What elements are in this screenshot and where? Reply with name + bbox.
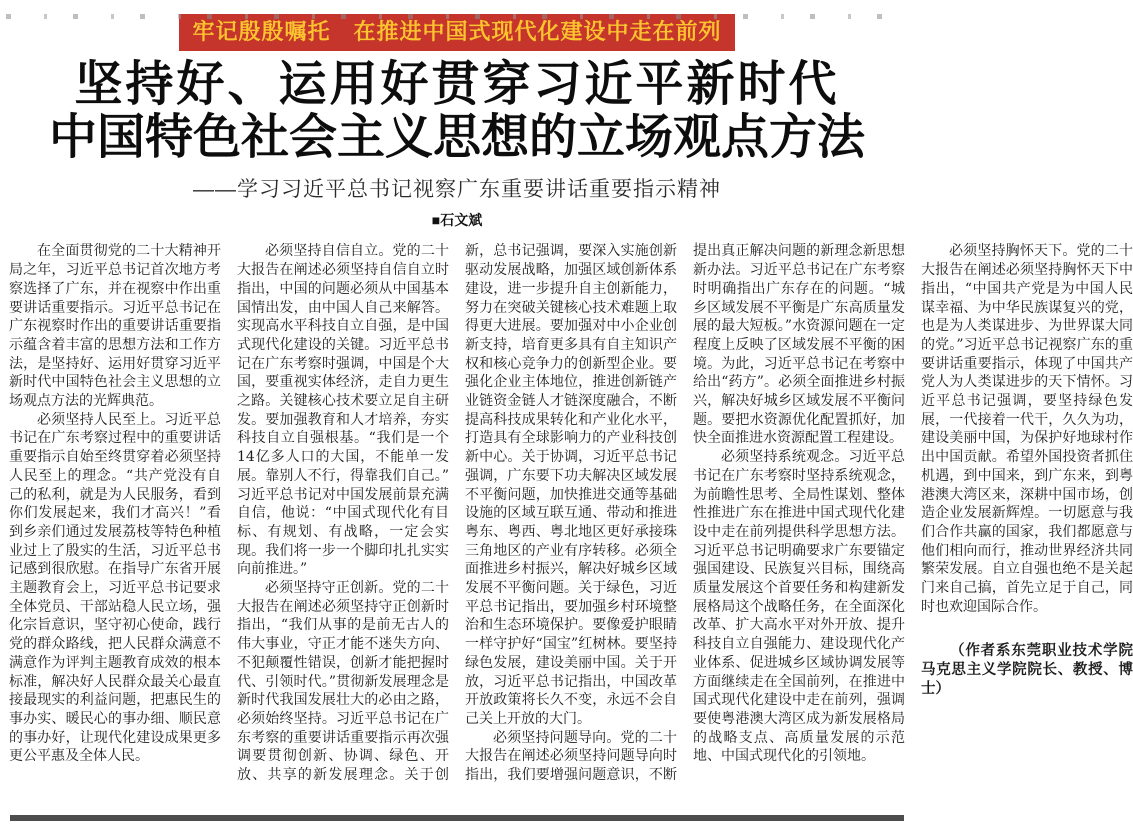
- paragraph: 在全面贯彻党的二十大精神开局之年，习近平总书记首次地方考察选择了广东，并在视察中作出重要讲话重要指示。习近平总书记在广东视察时作出的重要讲话重要指示蕴含着丰富的思想方法和工作方法，是坚持好、运用好贯穿习近平新时代中国特色社会主义思想的立场观点方法的光辉典范。: [9, 243, 221, 410]
- paragraph: 必须坚持胸怀天下。党的二十大报告在阐述必须坚持胸怀天下中指出，“中国共产党是为中国人民谋幸福、为中华民族谋复兴的党，也是为人类谋进步、为世界谋大同的党。”习近平总书记视察广东的重要讲话重要指示，体现了中国共产党人为人类谋进步的天下情怀。习近平总书记强调，要坚持绿色发展，一代接着一代干，久久为功，建设美丽中国，为保护好地球村作出中国贡献。希望外国投资者抓住机遇，到中国来，到广东来，到粤港澳大湾区来，深耕中国市场，创造企业发展新辉煌。一切愿意与我们合作共赢的国家，我们都愿意与他们相向而行，推动世界经济共同繁荣发展。自立自强也绝不是关起门来自己搞，首先立足于自己，同时也欢迎国际合作。: [921, 243, 1133, 615]
- headline: [0, 58, 914, 164]
- article-body: [9, 242, 1133, 802]
- subtitle: ——学习习近平总书记视察广东重要讲话重要指示精神: [193, 178, 721, 202]
- kicker-banner: [179, 14, 734, 51]
- bottom-divider: [10, 815, 904, 821]
- paragraph: 必须坚持系统观念。习近平总书记在广东考察时坚持系统观念，为前瞻性思考、全局性谋划、整体性推进广东在推进中国式现代化建设中走在前列提供科学思想方法。习近平总书记明确要求广东要锚定强国建设、民族复兴目标，围绕高质量发展这个首要任务和构建新发展格局这个战略任务，在全面深化改革、扩大高水平对外开放、提升科技自立自强能力、建设现代化产业体系、促进城乡区域协调发展等方面继续走在全国前列，在推进中国式现代化建设中走在前列，强调要使粤港澳大湾区成为新发展格局的战略支点、高质量发展的示范地、中国式现代化的引领地。: [693, 449, 905, 765]
- paragraph: 必须坚持自信自立。党的二十大报告在阐述必须坚持自信自立时指出，中国的问题必须从中国基本国情出发，由中国人自己来解答。实现高水平科技自立自强，是中国式现代化建设的关键。习近平总书记在广东考察时强调，中国是个大国，要重视实体经济，走自力更生之路。关键核心技术要立足自主研发。要加强教育和人才培养，夯实科技自立自强根基。“我们是一个14亿多人口的大国，不能单一发展。靠别人不行，得靠我们自己。”习近平总书记对中国发展前景充满自信，他说：“中国式现代化有目标、有规划、有战略，一定会实现。我们将一步一个脚印扎扎实实向前推进。”: [237, 243, 449, 578]
- author-attribution: （作者系东莞职业技术学院马克思主义学院院长、教授、博士）: [921, 643, 1133, 697]
- cropped-text-artifacts: [6, 14, 908, 19]
- headline-line-2: 中国特色社会主义思想的立场观点方法: [48, 109, 865, 166]
- kicker-banner-text: 牢记殷殷嘱托 在推进中国式现代化建设中走在前列: [192, 19, 722, 44]
- paragraph: 必须坚持守正创新。党的二十大报告在阐述必须坚持守正创新时指出，“我们从事的是前无古人的伟大事业，守正才能不迷失方向、不犯颠覆性错误，创新才能把握时代、引领时代。”贯彻新发展理念是新时代我国发展壮大的必由之路，必须始终坚持。习近平总书记在广东考察的重要讲话重要指示再次强调要贯彻创新、协调、绿色、开放、共享的新发展理念。关于创新，总书记强调，要深入实施创新驱动发展战略，加强区域创新体系建设，进一步提升自主创新能力，努力在突破关键核心技术难题上取得更大进展。要加强对中小企业创新支持，培育更多具有自主知识产权和核心竞争力的创新型企业。要强化企业主体地位，推进创新链产业链资金链人才链深度融合，不断提高科技成果转化和产业化水平，打造具有全球影响力的产业科技创新中心。关于协调，习近平总书记强调，广东要下功夫解决区域发展不平衡问题，加快推进交通等基础设施的区域互联互通、带动和推进粤东、粤西、粤北地区更好承接珠三角地区的产业有序转移。必须全面推进乡村振兴，解决好城乡区域发展不平衡问题。关于绿色，习近平总书记指出，要加强乡村环境整治和生态环境保护。要像爱护眼睛一样守护好“国宝”红树林。要坚持绿色发展，建设美丽中国。关于开放，习近平总书记指出，中国改革开放政策将长久不变，永远不会自己关上开放的大门。: [237, 243, 677, 784]
- headline-line-1: 坚持好、运用好贯穿习近平新时代: [74, 56, 840, 113]
- author-byline: ■石文斌: [431, 212, 483, 229]
- paragraph: 必须坚持问题导向。党的二十大报告在阐述必须坚持问题导向时指出，我们要增强问题意识，不断提出真正解决问题的新理念新思想新办法。习近平总书记在广东考察时明确指出广东存在的问题。“城乡区域发展不平衡是广东高质量发展的最大短板。”水资源问题在一定程度上反映了区域发展不平衡的困境。为此，习近平总书记在考察中给出“药方”。必须全面推进乡村振兴，解决好城乡区域发展不平衡问题。要把水资源优化配置抓好，加快全面推进水资源配置工程建设。: [465, 243, 905, 784]
- paragraph: 必须坚持人民至上。习近平总书记在广东考察过程中的重要讲话重要指示自始至终贯穿着必须坚持人民至上的理念。“共产党没有自己的私利，就是为人民服务，看到你们发展起来，我们才高兴！”看到乡亲们通过发展荔枝等特色种植业过上了殷实的生活，习近平总书记感到很欣慰。在指导广东省开展主题教育会上，习近平总书记要求全体党员、干部站稳人民立场，强化宗旨意识，坚守初心使命，践行党的群众路线，把人民群众满意不满意作为评判主题教育成效的根本标准，解决好人民群众最关心最直接最现实的利益问题，把惠民生的事办实、暖民心的事办细、顺民意的事办好，让现代化建设成果更多更公平惠及全体人民。: [9, 411, 221, 765]
